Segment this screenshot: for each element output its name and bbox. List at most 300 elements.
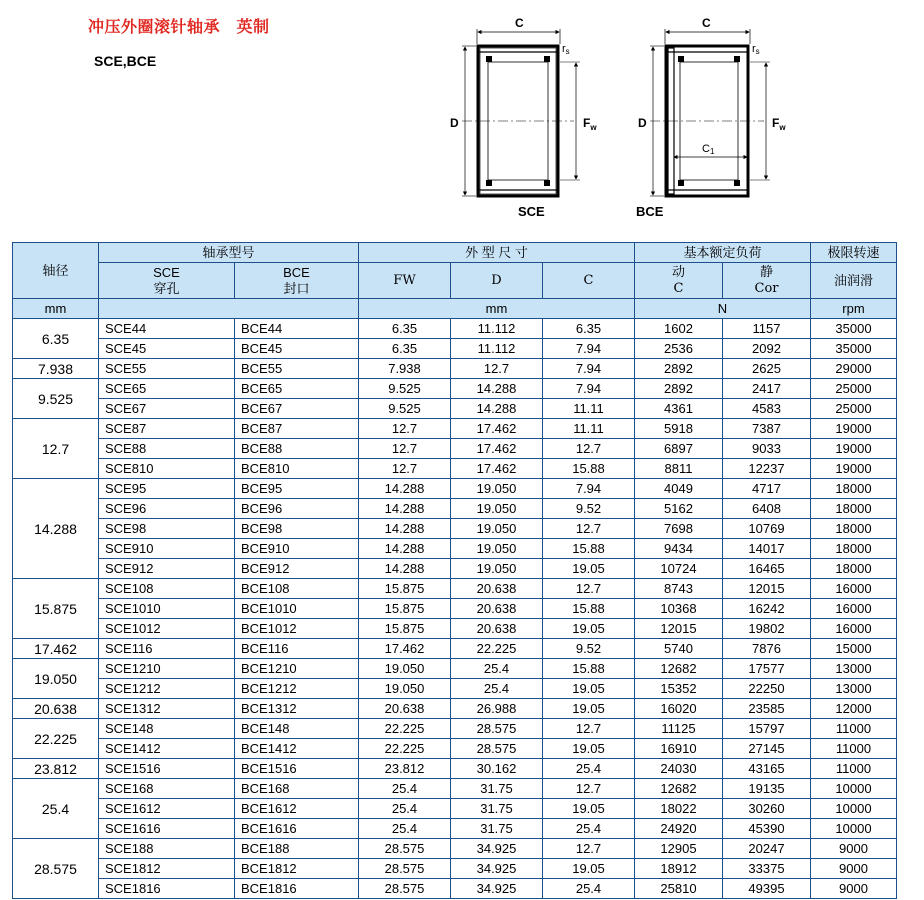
c-value: 19.05 — [543, 619, 635, 639]
bce-model: BCE87 — [235, 419, 359, 439]
dynamic-load: 2892 — [635, 379, 723, 399]
bce-model: BCE1516 — [235, 759, 359, 779]
header-sce — [99, 263, 235, 299]
series-subtitle: SCE,BCE — [94, 53, 157, 69]
page-title: 冲压外圈滚针轴承 英制 — [88, 17, 270, 36]
c-value: 12.7 — [543, 719, 635, 739]
sce-model: SCE88 — [99, 439, 235, 459]
table-row — [13, 539, 897, 559]
bce-model: BCE810 — [235, 459, 359, 479]
speed-limit: 9000 — [811, 879, 897, 899]
fw-value: 14.288 — [359, 519, 451, 539]
bce-model: BCE98 — [235, 519, 359, 539]
header-c: C — [543, 263, 635, 299]
c-value: 12.7 — [543, 779, 635, 799]
svg-text:Fw — [583, 116, 597, 132]
table-row — [13, 459, 897, 479]
bce-model: BCE1616 — [235, 819, 359, 839]
static-load: 19802 — [723, 619, 811, 639]
fw-value: 25.4 — [359, 779, 451, 799]
shaft-diameter: 7.938 — [13, 359, 99, 379]
speed-limit: 9000 — [811, 859, 897, 879]
speed-limit: 25000 — [811, 399, 897, 419]
table-row — [13, 559, 897, 579]
static-load: 19135 — [723, 779, 811, 799]
header-oil-lubrication: 油润滑 — [811, 263, 897, 299]
d-value: 17.462 — [451, 459, 543, 479]
fw-value: 22.225 — [359, 739, 451, 759]
shaft-diameter: 23.812 — [13, 759, 99, 779]
table-row — [13, 679, 897, 699]
header-static-line1: 静 — [759, 264, 773, 279]
bce-model: BCE95 — [235, 479, 359, 499]
bce-dim-fw: F — [772, 116, 780, 130]
bce-model: BCE1816 — [235, 879, 359, 899]
speed-limit: 35000 — [811, 339, 897, 359]
speed-limit: 16000 — [811, 579, 897, 599]
svg-text:Fw — [772, 116, 786, 132]
d-value: 11.112 — [451, 339, 543, 359]
fw-value: 6.35 — [359, 319, 451, 339]
bce-model: BCE55 — [235, 359, 359, 379]
speed-limit: 18000 — [811, 499, 897, 519]
static-load: 20247 — [723, 839, 811, 859]
sce-model: SCE44 — [99, 319, 235, 339]
static-load: 2417 — [723, 379, 811, 399]
d-value: 14.288 — [451, 379, 543, 399]
bce-model: BCE148 — [235, 719, 359, 739]
speed-limit: 29000 — [811, 359, 897, 379]
c-value: 12.7 — [543, 839, 635, 859]
unit-load: N — [635, 299, 811, 319]
dynamic-load: 16020 — [635, 699, 723, 719]
static-load: 7876 — [723, 639, 811, 659]
bce-model: BCE67 — [235, 399, 359, 419]
table-row — [13, 779, 897, 799]
static-load: 45390 — [723, 819, 811, 839]
table-row — [13, 739, 897, 759]
table-row — [13, 659, 897, 679]
static-load: 10769 — [723, 519, 811, 539]
static-load: 6408 — [723, 499, 811, 519]
speed-limit: 18000 — [811, 559, 897, 579]
d-value: 34.925 — [451, 879, 543, 899]
sce-model: SCE87 — [99, 419, 235, 439]
unit-speed: rpm — [811, 299, 897, 319]
table-row — [13, 519, 897, 539]
unit-dims: mm — [359, 299, 635, 319]
d-value: 17.462 — [451, 419, 543, 439]
dynamic-load: 15352 — [635, 679, 723, 699]
dynamic-load: 10724 — [635, 559, 723, 579]
sce-model: SCE188 — [99, 839, 235, 859]
shaft-diameter: 15.875 — [13, 579, 99, 639]
dynamic-load: 11125 — [635, 719, 723, 739]
speed-limit: 19000 — [811, 439, 897, 459]
static-load: 9033 — [723, 439, 811, 459]
fw-value: 9.525 — [359, 399, 451, 419]
d-value: 28.575 — [451, 739, 543, 759]
fw-value: 28.575 — [359, 859, 451, 879]
bearing-drawings — [440, 10, 820, 225]
fw-value: 12.7 — [359, 439, 451, 459]
dynamic-load: 24920 — [635, 819, 723, 839]
c-value: 15.88 — [543, 459, 635, 479]
c-value: 7.94 — [543, 379, 635, 399]
static-load: 2092 — [723, 339, 811, 359]
table-row — [13, 579, 897, 599]
bce-model: BCE108 — [235, 579, 359, 599]
table-row — [13, 619, 897, 639]
bce-model: BCE1210 — [235, 659, 359, 679]
d-value: 19.050 — [451, 559, 543, 579]
dynamic-load: 4361 — [635, 399, 723, 419]
d-value: 20.638 — [451, 619, 543, 639]
sce-drawing — [450, 16, 597, 219]
svg-text:C1 — [702, 143, 715, 156]
dynamic-load: 7698 — [635, 519, 723, 539]
fw-value: 28.575 — [359, 879, 451, 899]
table-row — [13, 859, 897, 879]
sce-model: SCE168 — [99, 779, 235, 799]
d-value: 20.638 — [451, 579, 543, 599]
c-value: 19.05 — [543, 739, 635, 759]
static-load: 33375 — [723, 859, 811, 879]
static-load: 30260 — [723, 799, 811, 819]
dynamic-load: 5918 — [635, 419, 723, 439]
shaft-diameter: 22.225 — [13, 719, 99, 759]
sce-model: SCE95 — [99, 479, 235, 499]
static-load: 14017 — [723, 539, 811, 559]
d-value: 34.925 — [451, 859, 543, 879]
sce-model: SCE65 — [99, 379, 235, 399]
sce-dim-rs: r — [562, 43, 566, 55]
header-sce-line2: 穿孔 — [153, 280, 180, 296]
dynamic-load: 2536 — [635, 339, 723, 359]
speed-limit: 11000 — [811, 719, 897, 739]
fw-value: 12.7 — [359, 459, 451, 479]
sce-model: SCE67 — [99, 399, 235, 419]
sce-dim-d: D — [450, 116, 459, 130]
static-load: 12237 — [723, 459, 811, 479]
header-dims-group: 外 型 尺 寸 — [359, 243, 635, 263]
speed-limit: 25000 — [811, 379, 897, 399]
c-value: 19.05 — [543, 799, 635, 819]
d-value: 26.988 — [451, 699, 543, 719]
sce-model: SCE910 — [99, 539, 235, 559]
speed-limit: 18000 — [811, 519, 897, 539]
speed-limit: 12000 — [811, 699, 897, 719]
bce-model: BCE910 — [235, 539, 359, 559]
dynamic-load: 12682 — [635, 659, 723, 679]
speed-limit: 16000 — [811, 599, 897, 619]
c-value: 19.05 — [543, 859, 635, 879]
fw-value: 15.875 — [359, 619, 451, 639]
d-value: 20.638 — [451, 599, 543, 619]
sce-dim-rs-sub: s — [565, 47, 570, 56]
header-load-group: 基本额定负荷 — [635, 243, 811, 263]
speed-limit: 19000 — [811, 419, 897, 439]
dynamic-load: 2892 — [635, 359, 723, 379]
sce-model: SCE1212 — [99, 679, 235, 699]
c-value: 7.94 — [543, 339, 635, 359]
bce-model: BCE88 — [235, 439, 359, 459]
static-load: 27145 — [723, 739, 811, 759]
fw-value: 14.288 — [359, 499, 451, 519]
d-value: 34.925 — [451, 839, 543, 859]
shaft-diameter: 12.7 — [13, 419, 99, 479]
dynamic-load: 9434 — [635, 539, 723, 559]
speed-limit: 15000 — [811, 639, 897, 659]
sce-dim-fw-sub: w — [590, 123, 597, 132]
sce-model: SCE148 — [99, 719, 235, 739]
speed-limit: 11000 — [811, 739, 897, 759]
d-value: 14.288 — [451, 399, 543, 419]
static-load: 23585 — [723, 699, 811, 719]
sce-model: SCE45 — [99, 339, 235, 359]
fw-value: 12.7 — [359, 419, 451, 439]
header-fw: FW — [359, 263, 451, 299]
fw-value: 23.812 — [359, 759, 451, 779]
fw-value: 19.050 — [359, 659, 451, 679]
d-value: 11.112 — [451, 319, 543, 339]
header-static-line2: Cor — [754, 281, 779, 296]
bce-model: BCE1010 — [235, 599, 359, 619]
dynamic-load: 25810 — [635, 879, 723, 899]
sce-model: SCE1516 — [99, 759, 235, 779]
d-value: 19.050 — [451, 519, 543, 539]
c-value: 11.11 — [543, 419, 635, 439]
sce-model: SCE55 — [99, 359, 235, 379]
shaft-diameter: 28.575 — [13, 839, 99, 899]
c-value: 12.7 — [543, 519, 635, 539]
speed-limit: 16000 — [811, 619, 897, 639]
header-bce-line2: 封口 — [283, 280, 310, 296]
fw-value: 20.638 — [359, 699, 451, 719]
dynamic-load: 5740 — [635, 639, 723, 659]
d-value: 28.575 — [451, 719, 543, 739]
bce-model: BCE45 — [235, 339, 359, 359]
c-value: 12.7 — [543, 579, 635, 599]
header-d: D — [451, 263, 543, 299]
c-value: 7.94 — [543, 359, 635, 379]
fw-value: 7.938 — [359, 359, 451, 379]
header-dynamic-line1: 动 — [671, 264, 685, 279]
c-value: 25.4 — [543, 879, 635, 899]
d-value: 31.75 — [451, 819, 543, 839]
shaft-diameter: 6.35 — [13, 319, 99, 359]
shaft-diameter: 14.288 — [13, 479, 99, 579]
c-value: 11.11 — [543, 399, 635, 419]
dynamic-load: 4049 — [635, 479, 723, 499]
header-dynamic-line2: C — [673, 281, 684, 296]
static-load: 2625 — [723, 359, 811, 379]
dynamic-load: 16910 — [635, 739, 723, 759]
speed-limit: 10000 — [811, 819, 897, 839]
shaft-diameter: 17.462 — [13, 639, 99, 659]
svg-text:rs — [562, 43, 570, 56]
table-row — [13, 759, 897, 779]
sce-model: SCE1210 — [99, 659, 235, 679]
static-load: 4717 — [723, 479, 811, 499]
table-row — [13, 879, 897, 899]
fw-value: 15.875 — [359, 599, 451, 619]
static-load: 22250 — [723, 679, 811, 699]
static-load: 1157 — [723, 319, 811, 339]
static-load: 16242 — [723, 599, 811, 619]
static-load: 15797 — [723, 719, 811, 739]
static-load: 16465 — [723, 559, 811, 579]
c-value: 19.05 — [543, 559, 635, 579]
bce-dim-c: C — [702, 16, 711, 30]
bce-model: BCE912 — [235, 559, 359, 579]
fw-value: 14.288 — [359, 479, 451, 499]
dynamic-load: 18912 — [635, 859, 723, 879]
header-bce-line1: BCE — [283, 264, 310, 280]
sce-model: SCE1012 — [99, 619, 235, 639]
d-value: 25.4 — [451, 679, 543, 699]
c-value: 15.88 — [543, 659, 635, 679]
bce-dim-c1: C — [702, 143, 710, 155]
c-value: 25.4 — [543, 759, 635, 779]
c-value: 9.52 — [543, 639, 635, 659]
shaft-diameter: 25.4 — [13, 779, 99, 839]
c-value: 25.4 — [543, 819, 635, 839]
shaft-diameter: 19.050 — [13, 659, 99, 699]
bce-dim-rs-sub: s — [755, 47, 760, 56]
dynamic-load: 1602 — [635, 319, 723, 339]
d-value: 30.162 — [451, 759, 543, 779]
fw-value: 17.462 — [359, 639, 451, 659]
c-value: 12.7 — [543, 439, 635, 459]
fw-value: 22.225 — [359, 719, 451, 739]
fw-value: 19.050 — [359, 679, 451, 699]
bce-model: BCE1412 — [235, 739, 359, 759]
speed-limit: 19000 — [811, 459, 897, 479]
dynamic-load: 12015 — [635, 619, 723, 639]
table-row — [13, 339, 897, 359]
sce-model: SCE810 — [99, 459, 235, 479]
table-row — [13, 419, 897, 439]
sce-model: SCE1612 — [99, 799, 235, 819]
c-value: 15.88 — [543, 539, 635, 559]
c-value: 19.05 — [543, 679, 635, 699]
sce-model: SCE116 — [99, 639, 235, 659]
bce-model: BCE44 — [235, 319, 359, 339]
bce-caption: BCE — [636, 204, 664, 219]
sce-model: SCE1412 — [99, 739, 235, 759]
sce-model: SCE96 — [99, 499, 235, 519]
d-value: 12.7 — [451, 359, 543, 379]
dynamic-load: 18022 — [635, 799, 723, 819]
bce-drawing — [636, 16, 786, 219]
speed-limit: 13000 — [811, 679, 897, 699]
table-row — [13, 399, 897, 419]
d-value: 31.75 — [451, 779, 543, 799]
sce-dim-fw: F — [583, 116, 591, 130]
dynamic-load: 5162 — [635, 499, 723, 519]
shaft-diameter: 9.525 — [13, 379, 99, 419]
fw-value: 9.525 — [359, 379, 451, 399]
sce-model: SCE108 — [99, 579, 235, 599]
static-load: 12015 — [723, 579, 811, 599]
table-row — [13, 439, 897, 459]
bce-model: BCE1312 — [235, 699, 359, 719]
fw-value: 25.4 — [359, 819, 451, 839]
fw-value: 14.288 — [359, 539, 451, 559]
sce-model: SCE98 — [99, 519, 235, 539]
dynamic-load: 12682 — [635, 779, 723, 799]
fw-value: 14.288 — [359, 559, 451, 579]
speed-limit: 18000 — [811, 539, 897, 559]
d-value: 19.050 — [451, 499, 543, 519]
table-row — [13, 319, 897, 339]
fw-value: 25.4 — [359, 799, 451, 819]
bce-model: BCE96 — [235, 499, 359, 519]
d-value: 19.050 — [451, 479, 543, 499]
table-row — [13, 359, 897, 379]
unit-shaft: mm — [13, 299, 99, 319]
static-load: 4583 — [723, 399, 811, 419]
d-value: 19.050 — [451, 539, 543, 559]
table-row — [13, 719, 897, 739]
bce-model: BCE65 — [235, 379, 359, 399]
bce-dim-fw-sub: w — [779, 123, 786, 132]
bce-model: BCE1612 — [235, 799, 359, 819]
dynamic-load: 12905 — [635, 839, 723, 859]
sce-caption: SCE — [518, 204, 545, 219]
sce-model: SCE1616 — [99, 819, 235, 839]
table-row — [13, 379, 897, 399]
fw-value: 15.875 — [359, 579, 451, 599]
table-row — [13, 819, 897, 839]
bce-dim-d: D — [638, 116, 647, 130]
dynamic-load: 24030 — [635, 759, 723, 779]
speed-limit: 35000 — [811, 319, 897, 339]
table-row — [13, 639, 897, 659]
d-value: 17.462 — [451, 439, 543, 459]
header-dynamic — [635, 263, 723, 299]
bce-model: BCE1012 — [235, 619, 359, 639]
speed-limit: 9000 — [811, 839, 897, 859]
sce-model: SCE1812 — [99, 859, 235, 879]
static-load: 43165 — [723, 759, 811, 779]
c-value: 19.05 — [543, 699, 635, 719]
header-model-group: 轴承型号 — [99, 243, 359, 263]
sce-model: SCE1816 — [99, 879, 235, 899]
speed-limit: 18000 — [811, 479, 897, 499]
table-row — [13, 499, 897, 519]
c-value: 9.52 — [543, 499, 635, 519]
dynamic-load: 8743 — [635, 579, 723, 599]
static-load: 7387 — [723, 419, 811, 439]
header-static — [723, 263, 811, 299]
spec-table — [12, 242, 897, 899]
header-sce-line1: SCE — [153, 264, 180, 280]
header-bce — [235, 263, 359, 299]
table-row — [13, 699, 897, 719]
svg-text:rs — [752, 43, 760, 56]
bce-dim-c1-sub: 1 — [709, 147, 715, 156]
bce-model: BCE116 — [235, 639, 359, 659]
unit-model-blank — [99, 299, 359, 319]
speed-limit: 10000 — [811, 779, 897, 799]
speed-limit: 10000 — [811, 799, 897, 819]
sce-model: SCE912 — [99, 559, 235, 579]
bce-model: BCE188 — [235, 839, 359, 859]
table-row — [13, 479, 897, 499]
dynamic-load: 8811 — [635, 459, 723, 479]
